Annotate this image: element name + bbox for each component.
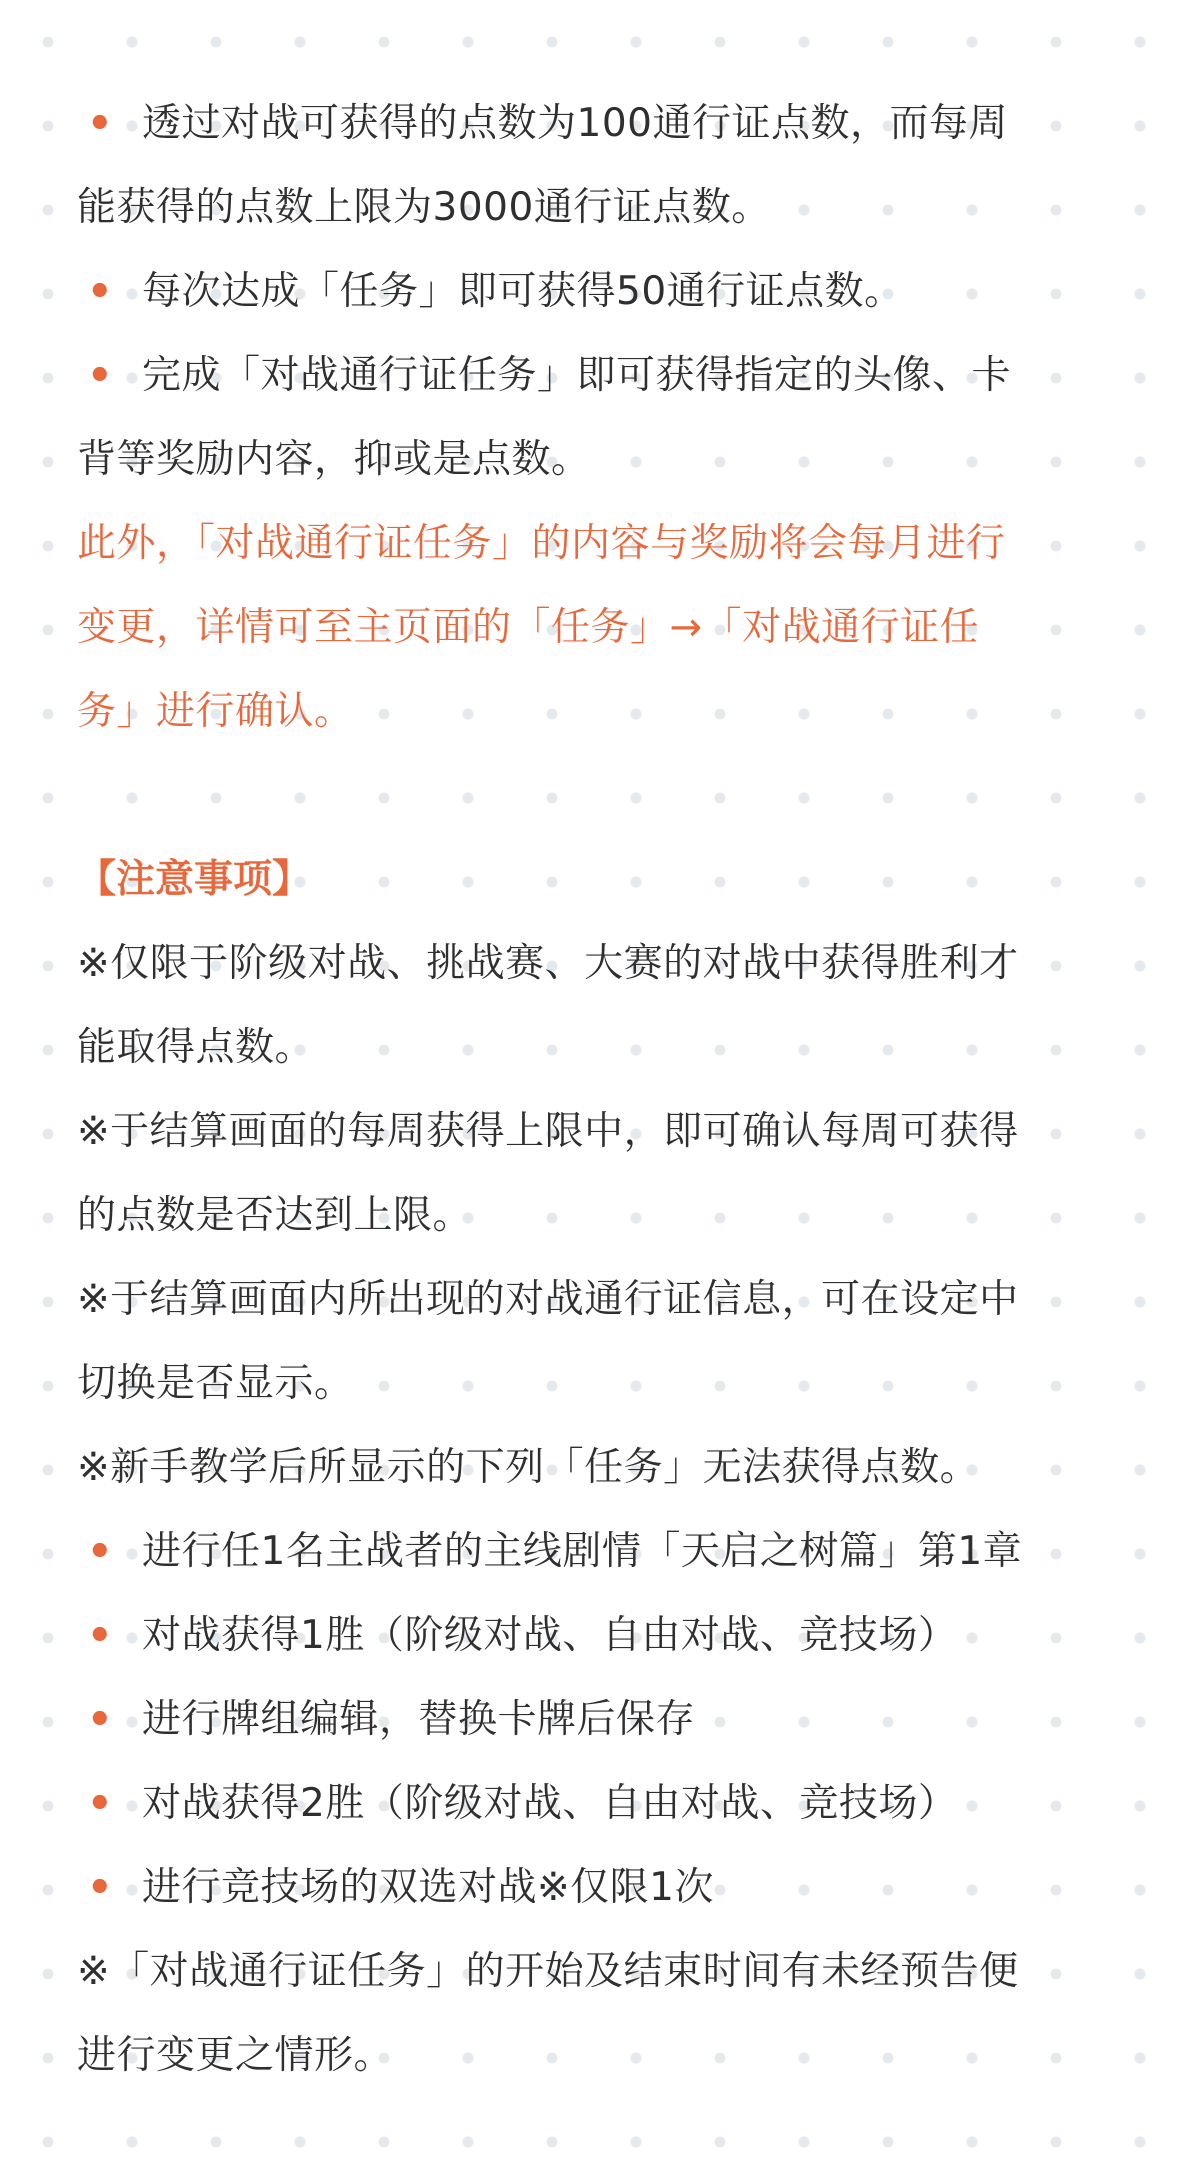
note-line: 切换是否显示。 [77,1361,354,1406]
note-line: 能取得点数。 [77,1025,315,1070]
list-item-text: 每次达成「任务」即可获得50通行证点数。 [142,269,904,314]
bullet-icon: • [87,1529,114,1575]
task-item-text: 进行牌组编辑，替换卡牌后保存 [142,1697,696,1742]
list-item-text: 透过对战可获得的点数为100通行证点数，而每周 [142,101,1008,146]
task-item [77,1678,1137,1762]
task-item-text: 对战获得2胜（阶级对战、自由对战、竞技场） [142,1781,958,1826]
highlight-paragraph-line: 务」进行确认。 [77,689,354,734]
task-item [77,1594,1137,1678]
bullet-icon: • [87,269,114,315]
bullet-icon: • [87,353,114,399]
bullet-icon: • [87,1613,114,1659]
task-item [77,1762,1137,1846]
task-item-text: 对战获得1胜（阶级对战、自由对战、竞技场） [142,1613,958,1658]
note-line: ※「对战通行证任务」的开始及结束时间有未经预告便 [77,1949,1019,1994]
list-item-continuation: 背等奖励内容，抑或是点数。 [77,437,591,482]
highlight-paragraph-line: 此外，「对战通行证任务」的内容与奖励将会每月进行 [77,521,1006,566]
task-item [77,1846,1137,1930]
list-item-continuation: 能获得的点数上限为3000通行证点数。 [77,185,771,230]
bullet-icon: • [87,1697,114,1743]
task-item-text: 进行竞技场的双选对战※仅限1次 [142,1865,714,1910]
note-line: ※仅限于阶级对战、挑战赛、大赛的对战中获得胜利才 [77,941,1019,986]
note-line: 的点数是否达到上限。 [77,1193,473,1238]
note-line: ※新手教学后所显示的下列「任务」无法获得点数。 [77,1445,980,1490]
note-line: 进行变更之情形。 [77,2033,394,2078]
spacer [77,754,1137,838]
highlight-paragraph-line: 变更，详情可至主页面的「任务」→「对战通行证任 [77,605,980,650]
list-item [77,334,1137,418]
list-item-text: 完成「对战通行证任务」即可获得指定的头像、卡 [142,353,1012,398]
bullet-icon: • [87,1781,114,1827]
list-item [77,250,1137,334]
list-item [77,82,1137,166]
task-item [77,1510,1137,1594]
bullet-icon: • [87,101,114,147]
note-line: ※于结算画面的每周获得上限中，即可确认每周可获得 [77,1109,1019,1154]
notes-heading: 【注意事项】 [77,857,312,902]
task-item-text: 进行任1名主战者的主线剧情「天启之树篇」第1章 [142,1529,1023,1574]
bullet-icon: • [87,1865,114,1911]
article-content [77,82,1137,2098]
note-line: ※于结算画面内所出现的对战通行证信息，可在设定中 [77,1277,1019,1322]
